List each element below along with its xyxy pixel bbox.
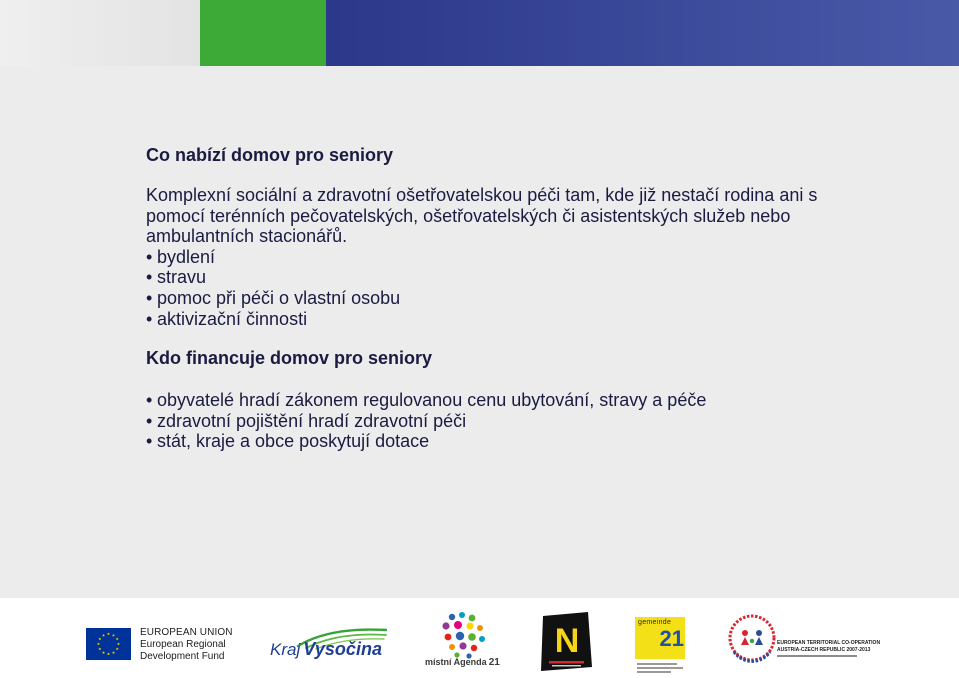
banner-blue-segment xyxy=(326,0,959,66)
banner-green-segment xyxy=(200,0,326,66)
eu-logo-text xyxy=(140,627,233,663)
list-item xyxy=(146,247,817,268)
agenda21-number: 21 xyxy=(488,657,500,668)
eu-line-2: European Regional xyxy=(140,639,226,650)
list-item xyxy=(146,431,706,452)
agenda21-dots-icon xyxy=(440,610,488,660)
list-item xyxy=(146,309,817,330)
slide-content-area xyxy=(0,66,959,598)
list-item xyxy=(146,390,706,411)
funding-list xyxy=(146,390,706,452)
intro-line: Komplexní sociální a zdravotní ošetřovatelskou péči tam, kde již nestačí rodina ani s xyxy=(146,185,818,205)
heading-what-offers: Co nabízí domov pro seniory xyxy=(146,145,394,165)
bullet-icon: • xyxy=(146,431,153,452)
banner-left-segment xyxy=(0,0,200,66)
cooperation-circle-icon xyxy=(726,612,778,664)
intro-section xyxy=(146,185,817,329)
bullet-icon: • xyxy=(146,390,153,410)
service-label: bydlení xyxy=(157,246,216,267)
gemeinde-number: 21 xyxy=(659,626,684,651)
vysocina-word: Vysočina xyxy=(303,639,382,659)
intro-line: ambulantních stacionářů. xyxy=(146,226,348,247)
agenda21-label: místní Agenda xyxy=(425,657,487,667)
gemeinde-small-text-line xyxy=(637,671,671,673)
bullet-icon: • xyxy=(146,246,153,267)
kraj-vysocina-logo xyxy=(270,638,382,662)
eu-flag-icon xyxy=(86,628,131,660)
funding-label: stát, kraje a obce poskytují dotace xyxy=(157,431,430,452)
list-item xyxy=(146,411,706,432)
list-item xyxy=(146,267,817,288)
etc-line-2: AUSTRIA-CZECH REPUBLIC 2007-2013 xyxy=(777,647,871,653)
kraj-word: Kraj xyxy=(270,640,301,659)
eu-line-3: Development Fund xyxy=(140,651,225,662)
etc-small-text-line xyxy=(777,655,857,657)
n-logo-letter: N xyxy=(554,622,580,660)
intro-line: pomocí terénních pečovatelských, ošetřovatelských či asistentských služeb nebo xyxy=(146,205,791,226)
service-label: stravu xyxy=(157,267,207,288)
service-label: pomoc při péči o vlastní osobu xyxy=(157,287,401,308)
eu-line-1: EUROPEAN UNION xyxy=(140,627,233,638)
gemeinde-word: gemeinde xyxy=(638,619,672,626)
etc-line-1: EUROPEAN TERRITORIAL CO-OPERATION xyxy=(777,640,881,646)
list-item xyxy=(146,288,817,309)
heading-who-finances: Kdo financuje domov pro seniory xyxy=(146,348,433,368)
bullet-icon: • xyxy=(146,410,153,431)
service-label: aktivizační činnosti xyxy=(157,308,308,329)
gemeinde-small-text-line xyxy=(637,663,677,665)
funding-label: obyvatelé hradí zákonem regulovanou cenu ubytování, stravy a péče xyxy=(157,390,707,410)
funding-label: zdravotní pojištění hradí zdravotní péči xyxy=(157,410,467,431)
gemeinde-small-text-line xyxy=(637,667,683,669)
bullet-icon: • xyxy=(146,308,153,329)
bullet-icon: • xyxy=(146,287,153,308)
bullet-icon: • xyxy=(146,267,153,288)
agenda21-logo-text xyxy=(425,657,500,668)
